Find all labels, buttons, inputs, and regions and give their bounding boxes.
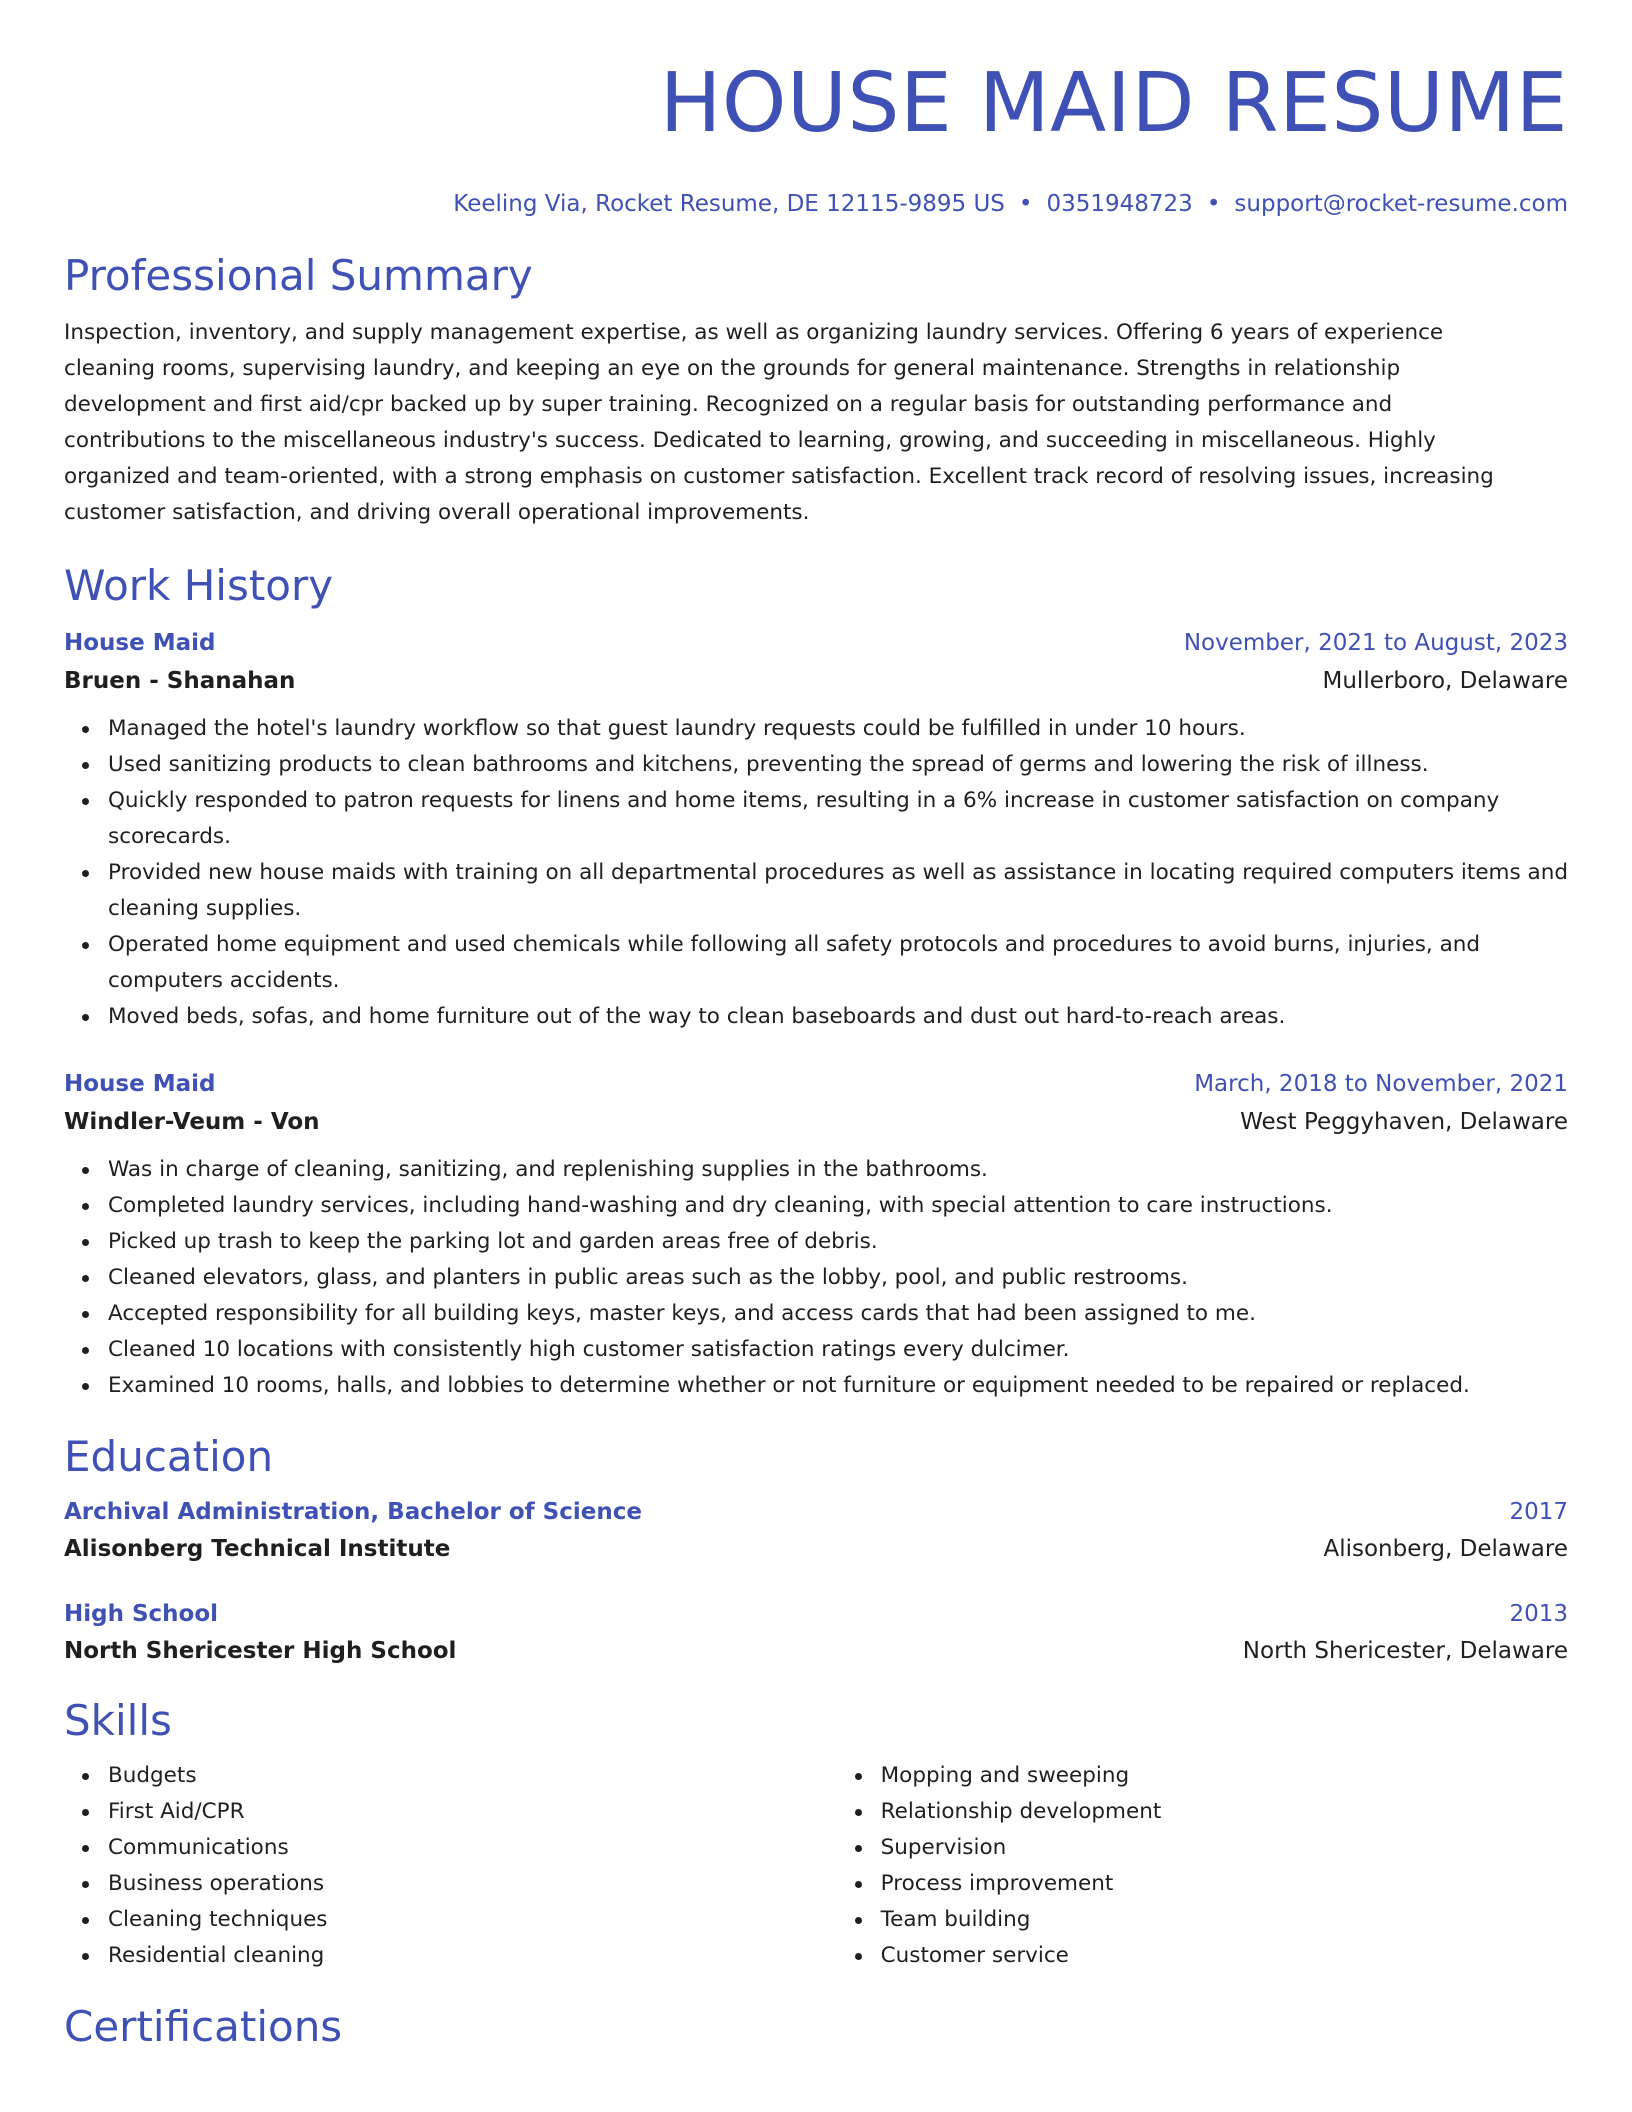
summary-text: Inspection, inventory, and supply management expertise, as well as organizing laundry services. Offering 6 years of experience cleaning rooms, supervising laundry, and keeping an eye on the grounds for general maintenance. Strengths in relationship development and first aid/cpr backed up by super training. Recognized on a regular basis for outstanding performance and contributions to the miscellaneous industry's success. Dedicated to learning, growing, and succeeding in miscellaneous. Highly organized and team-oriented, with a strong emphasis on customer satisfaction. Excellent track record of resolving issues, increasing customer satisfaction, and driving overall operational improvements. [64,320,1494,525]
education-school-row [64,1632,1568,1670]
skills-column-right [837,1758,1568,1974]
job-bullet: Operated home equipment and used chemicals while following all safety protocols and procedures to avoid burns, injuries, and computers accidents. [108,927,1568,999]
job-bullet: Examined 10 rooms, halls, and lobbies to determine whether or not furniture or equipment needed to be repaired or replaced. [108,1368,1568,1404]
skill-item: Residential cleaning [108,1938,837,1974]
contact-phone: 0351948723 [1046,191,1193,217]
skill-item: Mopping and sweeping [881,1758,1568,1794]
job-bullets [64,1152,1568,1404]
job-bullet: Quickly responded to patron requests for linens and home items, resulting in a 6% increase in customer satisfaction on company scorecards. [108,783,1568,855]
job-company: Bruen - Shanahan [64,668,296,694]
contact-email[interactable]: support@rocket-resume.com [1234,191,1568,217]
job-location: West Peggyhaven, Delaware [1240,1109,1568,1135]
job-company: Windler-Veum - Von [64,1109,320,1135]
education-school-row [64,1530,1568,1568]
job-dates: November, 2021 to August, 2023 [1183,630,1568,656]
job-bullets [64,711,1568,1035]
skills-column-left [64,1758,837,1974]
job-bullet: Cleaned 10 locations with consistently high customer satisfaction ratings every dulcimer. [108,1332,1568,1368]
education-degree-row [64,1596,1568,1632]
skills-heading: Skills [64,1696,172,1745]
job-bullet: Picked up trash to keep the parking lot and garden areas free of debris. [108,1224,1568,1260]
job-bullet: Completed laundry services, including hand-washing and dry cleaning, with special attention to care instructions. [108,1188,1568,1224]
contact-separator: • [1018,191,1033,217]
job-dates: March, 2018 to November, 2021 [1194,1071,1568,1097]
education-heading: Education [64,1432,274,1481]
job-bullet: Provided new house maids with training on all departmental procedures as well as assistance in locating required computers items and cleaning supplies. [108,855,1568,927]
job-bullet: Accepted responsibility for all building keys, master keys, and access cards that had been assigned to me. [108,1296,1568,1332]
skill-item: Relationship development [881,1794,1568,1830]
skill-item: Customer service [881,1938,1568,1974]
skill-item: Process improvement [881,1866,1568,1902]
education-location: Alisonberg, Delaware [1323,1536,1568,1562]
education-entry [64,1596,1568,1670]
job-bullet: Used sanitizing products to clean bathrooms and kitchens, preventing the spread of germs and lowering the risk of illness. [108,747,1568,783]
skills-grid [64,1758,1568,1974]
education-location: North Shericester, Delaware [1242,1638,1568,1664]
education-degree: High School [64,1601,219,1627]
education-school: North Shericester High School [64,1638,457,1664]
contact-separator: • [1206,191,1221,217]
skill-item: Cleaning techniques [108,1902,837,1938]
job-bullet: Was in charge of cleaning, sanitizing, and replenishing supplies in the bathrooms. [108,1152,1568,1188]
job-bullet: Moved beds, sofas, and home furniture out of the way to clean baseboards and dust out hard-to-reach areas. [108,999,1568,1035]
job-location: Mullerboro, Delaware [1322,668,1568,694]
education-entry [64,1494,1568,1568]
education-degree: Archival Administration, Bachelor of Science [64,1499,642,1525]
certifications-heading: Certifications [64,2002,343,2051]
contact-line [64,190,1568,218]
job-entry [64,625,1568,1035]
education-year: 2013 [1509,1601,1568,1627]
job-company-row [64,661,1568,701]
resume-title: HOUSE MAID RESUME [659,56,1568,151]
skill-item: Supervision [881,1830,1568,1866]
job-company-row [64,1102,1568,1142]
job-bullet: Managed the hotel's laundry workflow so that guest laundry requests could be fulfilled in under 10 hours. [108,711,1568,747]
education-degree-row [64,1494,1568,1530]
contact-address: Keeling Via, Rocket Resume, DE 12115-9895 US [453,191,1005,217]
education-school: Alisonberg Technical Institute [64,1536,451,1562]
skill-item: Communications [108,1830,837,1866]
summary-heading: Professional Summary [64,251,533,300]
skill-item: Business operations [108,1866,837,1902]
job-role: House Maid [64,630,216,656]
job-bullet: Cleaned elevators, glass, and planters in public areas such as the lobby, pool, and public restrooms. [108,1260,1568,1296]
skill-item: Team building [881,1902,1568,1938]
job-entry [64,1066,1568,1404]
work-history-heading: Work History [64,561,334,610]
skill-item: Budgets [108,1758,837,1794]
job-title-row [64,625,1568,661]
job-role: House Maid [64,1071,216,1097]
skill-item: First Aid/CPR [108,1794,837,1830]
education-year: 2017 [1509,1499,1568,1525]
job-title-row [64,1066,1568,1102]
resume-header [64,56,1568,218]
